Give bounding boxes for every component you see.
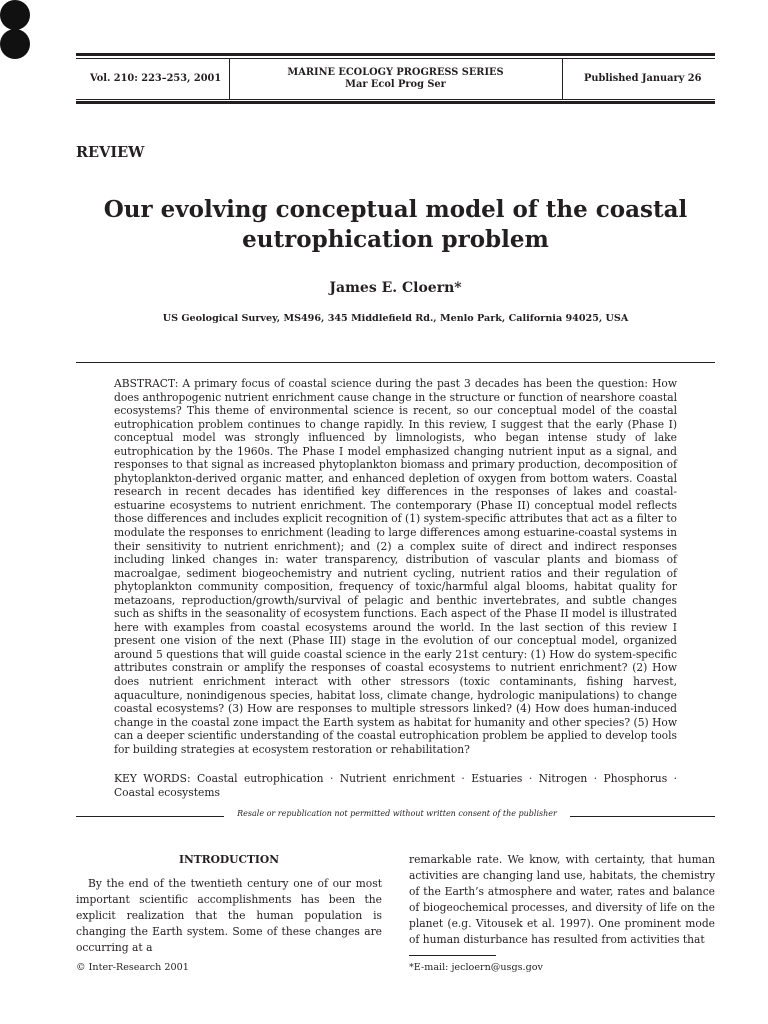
volume-info: Vol. 210: 223–253, 2001: [90, 73, 222, 84]
author-affiliation: US Geological Survey, MS496, 345 Middlefield Rd., Menlo Park, California 94025, USA: [162, 313, 629, 324]
keywords: KEY WORDS: Coastal eutrophication · Nutrient enrichment · Estuaries · Nitrogen · Phosphorus · Coastal ecosystems: [114, 772, 677, 799]
header-bottom-rule-thin: [76, 99, 715, 100]
journal-name-block: [229, 67, 562, 91]
body-column-left: [76, 852, 382, 956]
resale-notice: Resale or republication not permitted without written consent of the publisher: [237, 809, 557, 818]
body-column-right: [409, 852, 715, 949]
registration-mark-top: [0, 0, 30, 30]
header-divider-right: [562, 59, 563, 99]
header-top-rule-thin: [76, 58, 715, 59]
journal-name: MARINE ECOLOGY PROGRESS SERIES: [287, 67, 504, 78]
header-bottom-rule-thick: [76, 101, 715, 104]
author-name: James E. Cloern*: [329, 280, 462, 296]
introduction-paragraph-continued: remarkable rate. We know, with certainty, that human activities are changing land use, habitats, the chemistry of the Earth’s atmosphere and water, rates and balance of biogeochemical processes, and diversity of life on the planet (e.g. Vitousek et al. 1997). One prominent mode of human disturbance has resulted from activities that: [409, 853, 715, 947]
header-top-rule-thick: [76, 53, 715, 56]
introduction-paragraph-1: By the end of the twentieth century one of our most important scientific accomplishments has been the explicit realization that the human population is changing the Earth system. Some of these changes are occurring at a: [76, 877, 382, 955]
title-line-2: eutrophication problem: [242, 226, 549, 253]
journal-abbreviation: Mar Ecol Prog Ser: [345, 79, 446, 90]
section-label: REVIEW: [76, 144, 145, 161]
registration-mark-bottom: [0, 29, 30, 59]
resale-rule-right: [570, 816, 715, 817]
abstract-top-rule: [76, 362, 715, 363]
footnote-rule: [409, 955, 496, 956]
publication-date: Published January 26: [584, 73, 702, 84]
copyright-notice: © Inter-Research 2001: [76, 962, 189, 973]
resale-rule-left: [76, 816, 224, 817]
article-title: [76, 195, 715, 255]
abstract-text: ABSTRACT: A primary focus of coastal science during the past 3 decades has been the question: How does anthropogenic nutrient enrichment cause change in the structure or function of nearshore coastal ecosystems? This theme of environmental science is recent, so our conceptual model of the coastal eutrophication problem continues to change rapidly. In this review, I suggest that the early (Phase I) conceptual model was strongly influenced by limnologists, who began intense study of lake eutrophication by the 1960s. The Phase I model emphasized changing nutrient input as a signal, and responses to that signal as increased phytoplankton biomass and primary production, decomposition of phytoplankton-derived organic matter, and enhanced depletion of oxygen from bottom waters. Coastal research in recent decades has identified key differences in the responses of lakes and coastal-estuarine ecosystems to nutrient enrichment. The contemporary (Phase II) conceptual model reflects those differences and includes explicit recognition of (1) system-specific attributes that act as a filter to modulate the responses to enrichment (leading to large differences among estuarine-coastal systems in their sensitivity to nutrient enrichment); and (2) a complex suite of direct and indirect responses including linked changes in: water transparency, distribution of vascular plants and biomass of macroalgae, sediment biogeochemistry and nutrient cycling, nutrient ratios and their regulation of phytoplankton community composition, frequency of toxic/harmful algal blooms, habitat quality for metazoans, reproduction/growth/survival of pelagic and benthic invertebrates, and subtle changes such as shifts in the seasonality of ecosystem functions. Each aspect of the Phase II model is illustrated here with examples from coastal ecosystems around the world. In the last section of this review I present one vision of the next (Phase III) stage in the evolution of our conceptual model, organized around 5 questions that will guide coastal science in the early 21st century: (1) How do system-specific attributes constrain or amplify the responses of coastal ecosystems to nutrient enrichment? (2) How does nutrient enrichment interact with other stressors (toxic contaminants, fishing harvest, aquaculture, nonindigenous species, habitat loss, climate change, hydrologic manipulations) to change coastal ecosystems? (3) How are responses to multiple stressors linked? (4) How does human-induced change in the coastal zone impact the Earth system as habitat for humanity and other species? (5) How can a deeper scientific understanding of the coastal eutrophication problem be applied to develop tools for building strategies at ecosystem restoration or rehabilitation?: [114, 377, 677, 756]
email-footnote: *E-mail: jecloern@usgs.gov: [409, 962, 543, 973]
title-line-1: Our evolving conceptual model of the coastal: [103, 196, 688, 223]
introduction-heading: INTRODUCTION: [178, 853, 280, 866]
